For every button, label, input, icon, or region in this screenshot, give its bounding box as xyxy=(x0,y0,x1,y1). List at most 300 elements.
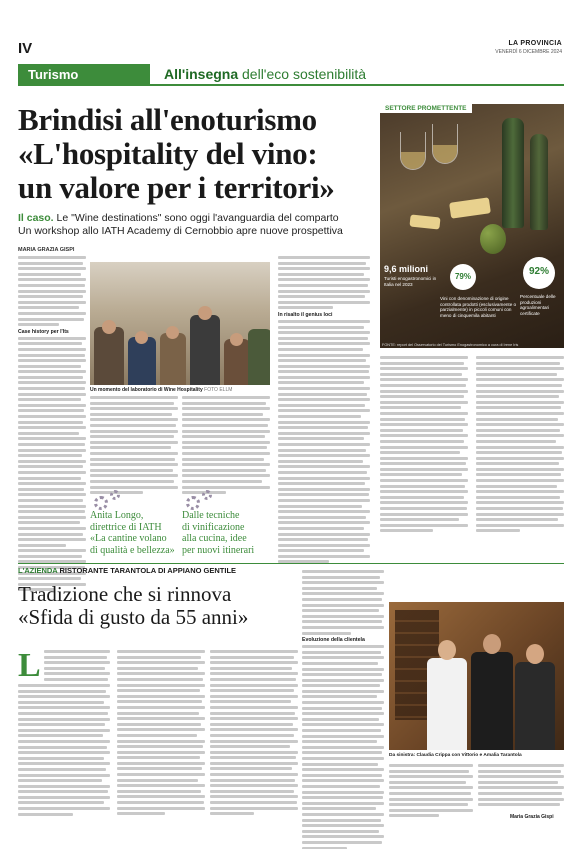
body-text-line xyxy=(117,723,201,726)
body-text-line xyxy=(18,348,86,351)
body-text-line xyxy=(278,527,364,530)
body-text-line xyxy=(302,768,384,771)
body-text-line xyxy=(44,650,110,653)
body-text-line xyxy=(18,432,79,435)
body-text-line xyxy=(278,398,370,401)
newspaper-date: VENERDÌ 6 DICEMBRE 2024 xyxy=(495,49,562,55)
body-text-line xyxy=(476,401,564,404)
body-text-line xyxy=(18,426,86,429)
body-text-line xyxy=(90,435,174,438)
body-text-line xyxy=(90,441,178,444)
body-text-line xyxy=(182,469,266,472)
body-text-line xyxy=(302,673,382,676)
body-text-line xyxy=(90,480,174,483)
body-text-line xyxy=(210,650,298,653)
body-text-line xyxy=(278,544,370,547)
body-text-line xyxy=(278,295,365,298)
body-text-line xyxy=(476,468,564,471)
body-text-line xyxy=(278,499,370,502)
body-text-line xyxy=(302,656,384,659)
body-text-line xyxy=(380,406,461,409)
body-text-line xyxy=(18,460,86,463)
body-text-line xyxy=(302,723,384,726)
body-text-line xyxy=(302,712,384,715)
article1-column-1 xyxy=(18,256,86,594)
body-text-line xyxy=(18,323,59,326)
newspaper-name: LA PROVINCIA xyxy=(508,40,562,47)
body-text-line xyxy=(210,672,298,675)
article2-column-3 xyxy=(210,650,298,818)
photo-person-figure xyxy=(160,333,186,385)
body-text-line xyxy=(117,745,203,748)
body-text-line xyxy=(476,496,560,499)
body-text-line xyxy=(278,460,363,463)
body-text-line xyxy=(278,516,366,519)
body-text-line xyxy=(210,712,295,715)
body-text-line xyxy=(117,695,205,698)
article2-headline-line-1: Tradizione che si rinnova xyxy=(18,582,232,606)
body-text-line xyxy=(476,446,564,449)
body-text-line xyxy=(380,513,468,516)
body-text-line xyxy=(302,615,384,618)
body-text-line xyxy=(302,802,384,805)
body-text-line xyxy=(380,507,467,510)
body-text-line xyxy=(18,493,86,496)
photo-person-head xyxy=(483,634,501,654)
body-text-line xyxy=(278,449,366,452)
decorative-gear-icon xyxy=(110,490,120,500)
body-text-line xyxy=(476,418,558,421)
byline: MARIA GRAZIA GISPI xyxy=(18,247,75,253)
body-text-line xyxy=(44,672,110,675)
body-text-line xyxy=(476,362,560,365)
body-text-line xyxy=(302,626,384,629)
body-text-line xyxy=(18,387,85,390)
body-text-line xyxy=(210,684,298,687)
body-text-line xyxy=(18,762,110,765)
body-text-line xyxy=(278,262,366,265)
body-text-line xyxy=(18,376,83,379)
body-text-line xyxy=(302,735,384,738)
body-text-line xyxy=(210,678,296,681)
body-text-line xyxy=(302,695,377,698)
body-text-line xyxy=(302,729,381,732)
body-text-line xyxy=(302,785,380,788)
body-text-line xyxy=(210,717,298,720)
body-text-line xyxy=(18,306,79,309)
body-text-line xyxy=(117,751,205,754)
body-text-line xyxy=(18,295,83,298)
body-text-line xyxy=(278,421,370,424)
body-text-line xyxy=(278,290,370,293)
body-text-line xyxy=(278,284,368,287)
body-text-line xyxy=(18,729,110,732)
body-text-line xyxy=(302,679,384,682)
body-text-line xyxy=(117,700,202,703)
body-text-line xyxy=(18,465,83,468)
page-number: IV xyxy=(18,40,33,57)
body-text-line xyxy=(18,488,84,491)
body-text-line xyxy=(18,404,86,407)
article2-kicker-rest: RISTORANTE TARANTOLA DI APPIANO GENTILE xyxy=(57,566,237,575)
body-text-line xyxy=(117,801,204,804)
article2-divider xyxy=(18,563,564,564)
body-text-line xyxy=(476,440,556,443)
body-text-line xyxy=(18,409,84,412)
body-text-line xyxy=(278,404,365,407)
body-text-line xyxy=(90,424,176,427)
body-text-line xyxy=(182,418,270,421)
body-text-line xyxy=(117,790,201,793)
body-text-line xyxy=(117,767,202,770)
body-text-line xyxy=(302,757,384,760)
photo-person-figure xyxy=(515,662,555,750)
body-text-line xyxy=(117,807,205,810)
deck-text: Le "Wine destinations" sono oggi l'avanguardia del comparto xyxy=(53,212,339,224)
photo-person-figure xyxy=(94,327,124,385)
body-text-line xyxy=(18,454,82,457)
body-text-line xyxy=(210,661,298,664)
body-text-line xyxy=(302,779,384,782)
body-text-line xyxy=(210,740,298,743)
body-text-line xyxy=(389,803,468,806)
body-text-line xyxy=(210,795,298,798)
body-text-line xyxy=(117,706,205,709)
body-text-line xyxy=(476,367,564,370)
body-text-line xyxy=(278,326,364,329)
body-text-line xyxy=(18,342,82,345)
body-text-line xyxy=(18,381,86,384)
body-text-line xyxy=(18,527,86,530)
body-text-line xyxy=(476,434,564,437)
body-text-line xyxy=(44,678,108,681)
pull-quote-tecniche: Dalle tecniche di vinificazione alla cucina, idee per nuovi itinerari xyxy=(182,510,255,556)
article2-signature: Maria Grazia Gispi xyxy=(510,814,554,820)
section-tag: Turismo xyxy=(18,64,150,86)
body-text-line xyxy=(18,354,85,357)
body-text-line xyxy=(278,454,370,457)
body-text-line xyxy=(18,538,86,541)
body-text-line xyxy=(380,457,468,460)
body-text-line xyxy=(18,482,86,485)
body-text-line xyxy=(182,430,270,433)
body-text-line xyxy=(478,792,562,795)
body-text-line xyxy=(210,667,292,670)
body-text-line xyxy=(18,533,83,536)
article2-kicker-label: L'AZIENDA xyxy=(18,566,58,575)
body-text-line xyxy=(380,367,468,370)
body-text-line xyxy=(380,524,468,527)
body-text-line xyxy=(278,426,368,429)
body-text-line xyxy=(476,473,561,476)
body-text-line xyxy=(182,396,270,399)
body-text-line xyxy=(278,387,370,390)
body-text-line xyxy=(389,770,469,773)
body-text-line xyxy=(90,402,174,405)
body-text-line xyxy=(278,278,370,281)
body-text-line xyxy=(389,786,473,789)
stat-circle-79: 79% xyxy=(450,264,476,290)
body-text-line xyxy=(90,469,173,472)
body-text-line xyxy=(380,412,468,415)
owners-photo xyxy=(389,602,564,750)
body-text-line xyxy=(302,763,378,766)
body-text-line xyxy=(478,798,564,801)
body-text-line xyxy=(210,751,298,754)
article1-column-3 xyxy=(182,396,270,497)
body-text-line xyxy=(210,762,298,765)
body-text-line xyxy=(278,549,364,552)
body-text-line xyxy=(476,373,557,376)
wine-bottle-illustration xyxy=(502,118,524,228)
body-text-line xyxy=(278,415,361,418)
photo-person-head xyxy=(135,331,148,344)
body-text-line xyxy=(278,521,370,524)
body-text-line xyxy=(90,396,178,399)
photo-person-head xyxy=(526,644,544,664)
body-text-line xyxy=(380,490,468,493)
body-text-line xyxy=(18,398,81,401)
body-text-line xyxy=(478,764,564,767)
body-text-line xyxy=(389,814,439,817)
body-text-line xyxy=(380,501,468,504)
body-text-line xyxy=(18,801,104,804)
body-text-line xyxy=(278,273,364,276)
body-text-line xyxy=(389,775,473,778)
body-text-line xyxy=(117,661,205,664)
body-text-line xyxy=(90,458,175,461)
body-text-line xyxy=(302,791,384,794)
body-text-line xyxy=(278,342,370,345)
body-text-line xyxy=(476,490,564,493)
grapes-illustration xyxy=(480,224,506,254)
body-text-line xyxy=(380,395,464,398)
body-text-line xyxy=(90,474,178,477)
body-text-line xyxy=(117,712,199,715)
body-text-line xyxy=(278,301,370,304)
article1-column-4 xyxy=(278,256,370,566)
body-text-line xyxy=(210,784,298,787)
body-text-line xyxy=(380,451,460,454)
body-text-line xyxy=(117,762,205,765)
body-text-line xyxy=(278,505,362,508)
body-text-line xyxy=(210,734,294,737)
body-text-line xyxy=(302,835,384,838)
body-text-line xyxy=(210,695,298,698)
body-text-line xyxy=(278,437,364,440)
body-text-line xyxy=(380,485,465,488)
body-text-line xyxy=(278,365,370,368)
body-text-line xyxy=(476,412,564,415)
body-text-line xyxy=(476,406,561,409)
body-text-line xyxy=(117,656,201,659)
body-text-line xyxy=(389,764,473,767)
body-text-line xyxy=(278,409,370,412)
body-text-line xyxy=(182,446,267,449)
body-text-line xyxy=(302,604,384,607)
body-text-line xyxy=(476,451,562,454)
body-text-line xyxy=(389,798,473,801)
body-text-line xyxy=(476,479,564,482)
body-text-line xyxy=(182,474,270,477)
body-text-line xyxy=(117,795,205,798)
body-text-line xyxy=(18,521,80,524)
body-text-line xyxy=(278,465,370,468)
body-text-line xyxy=(210,656,294,659)
body-text-line xyxy=(302,662,378,665)
photo-person-head xyxy=(438,640,456,660)
body-text-line xyxy=(380,378,468,381)
body-text-line xyxy=(278,256,370,259)
body-text-line xyxy=(476,524,564,527)
body-text-line xyxy=(18,318,84,321)
body-text-line xyxy=(380,362,464,365)
body-text-line xyxy=(117,689,200,692)
photo-person-figure xyxy=(427,658,467,750)
body-text-line xyxy=(380,429,463,432)
body-text-line xyxy=(117,784,205,787)
body-text-line xyxy=(18,706,110,709)
body-text-line xyxy=(302,746,384,749)
cheese-illustration xyxy=(449,197,491,218)
body-text-line xyxy=(210,812,254,815)
body-text-line xyxy=(182,435,265,438)
cheese-illustration xyxy=(409,214,440,229)
photo-person-figure xyxy=(248,329,270,385)
decorative-gear-icon xyxy=(202,490,212,500)
body-text-line xyxy=(117,678,203,681)
body-text-line xyxy=(302,813,384,816)
body-text-line xyxy=(302,774,382,777)
body-text-line xyxy=(18,449,86,452)
article1-column-6 xyxy=(476,356,564,535)
body-text-line xyxy=(182,441,270,444)
stat-79-text: Vini con denominazione di origine controllata prodotti (esclusivamente o parzialmente) in piccoli comuni con meno di cinquemila abitanti xyxy=(440,296,517,318)
body-text-line xyxy=(278,331,370,334)
body-text-line xyxy=(117,773,205,776)
body-text-line xyxy=(278,555,370,558)
body-text-line xyxy=(476,462,559,465)
body-text-line xyxy=(182,424,268,427)
deck-line-1 xyxy=(18,212,373,225)
body-text-line xyxy=(389,809,473,812)
body-text-line xyxy=(117,650,205,653)
body-text-line xyxy=(302,751,382,754)
body-text-line xyxy=(302,707,382,710)
body-text-line xyxy=(182,407,270,410)
section-rule xyxy=(150,84,564,86)
body-text-line xyxy=(278,354,370,357)
body-text-line xyxy=(210,700,291,703)
body-text-line xyxy=(90,407,178,410)
headline xyxy=(18,103,368,205)
body-text-line xyxy=(380,479,468,482)
body-text-line xyxy=(302,668,384,671)
body-text-line xyxy=(278,471,367,474)
infographic-photo xyxy=(380,104,564,348)
body-text-line xyxy=(18,256,86,259)
body-text-line xyxy=(210,745,290,748)
deck xyxy=(18,212,373,238)
body-text-line xyxy=(18,796,110,799)
deck-lead: Il caso. xyxy=(18,212,54,224)
body-text-line xyxy=(90,452,178,455)
body-text-line xyxy=(18,684,110,687)
body-text-line xyxy=(302,620,382,623)
body-text-line xyxy=(380,356,468,359)
body-text-line xyxy=(18,262,83,265)
body-text-line xyxy=(389,792,471,795)
body-text-line xyxy=(302,592,384,595)
infographic-label: SETTORE PROMETTENTE xyxy=(380,104,472,113)
headline-line-3: un valore per i territori» xyxy=(18,170,335,205)
body-text-line xyxy=(182,458,264,461)
body-text-line xyxy=(18,337,86,340)
body-text-line xyxy=(278,359,366,362)
body-text-line xyxy=(302,740,377,743)
photo-person-head xyxy=(166,326,179,339)
body-text-line xyxy=(44,661,110,664)
body-text-line xyxy=(380,434,468,437)
body-text-line xyxy=(476,518,558,521)
body-text-line xyxy=(476,423,564,426)
workshop-photo-caption xyxy=(90,387,232,393)
body-text-line xyxy=(117,779,198,782)
body-text-line xyxy=(18,284,85,287)
body-text-line xyxy=(210,756,296,759)
article2-headline xyxy=(18,583,338,629)
workshop-photo xyxy=(90,262,270,385)
body-text-line xyxy=(476,395,559,398)
body-text-line xyxy=(389,781,466,784)
body-text-line xyxy=(117,734,197,737)
article2-headline-line-2: «Sfida di gusto da 55 anni» xyxy=(18,605,249,629)
section-bar xyxy=(18,64,564,86)
body-text-line xyxy=(210,706,298,709)
article2-column-5 xyxy=(389,764,473,820)
body-text-line xyxy=(476,390,564,393)
infographic-footnote: FONTE: report del Osservatorio del Turismo Enogastronomico a cura di Irene Iris xyxy=(382,343,519,347)
body-text-line xyxy=(476,384,562,387)
body-text-line xyxy=(18,370,86,373)
stat-92-text: Percentuale delle produzioni agroalimentari certificate xyxy=(520,294,556,316)
body-text-line xyxy=(18,701,104,704)
body-text-line xyxy=(18,734,103,737)
body-text-line xyxy=(18,273,81,276)
section-title-rest: dell'eco sostenibilità xyxy=(238,66,367,82)
owners-photo-caption: Da sinistra: Claudia Crippa con Vittorio e Amalia Tarantola xyxy=(389,753,522,758)
body-text-line xyxy=(117,667,198,670)
body-text-line xyxy=(302,807,376,810)
body-text-line xyxy=(18,437,86,440)
article2-kicker xyxy=(18,566,236,575)
body-text-line xyxy=(18,785,110,788)
section-title xyxy=(164,66,366,82)
body-text-line xyxy=(476,429,560,432)
body-text-line xyxy=(278,337,368,340)
photo-person-head xyxy=(230,333,243,346)
body-text-line xyxy=(117,717,205,720)
body-text-line xyxy=(478,770,561,773)
body-text-line xyxy=(18,712,108,715)
body-text-line xyxy=(18,577,81,580)
body-text-line xyxy=(182,463,270,466)
body-text-line xyxy=(18,278,86,281)
body-text-line xyxy=(182,452,270,455)
body-text-line xyxy=(302,598,382,601)
body-text-line xyxy=(182,480,262,483)
body-text-line xyxy=(117,672,205,675)
